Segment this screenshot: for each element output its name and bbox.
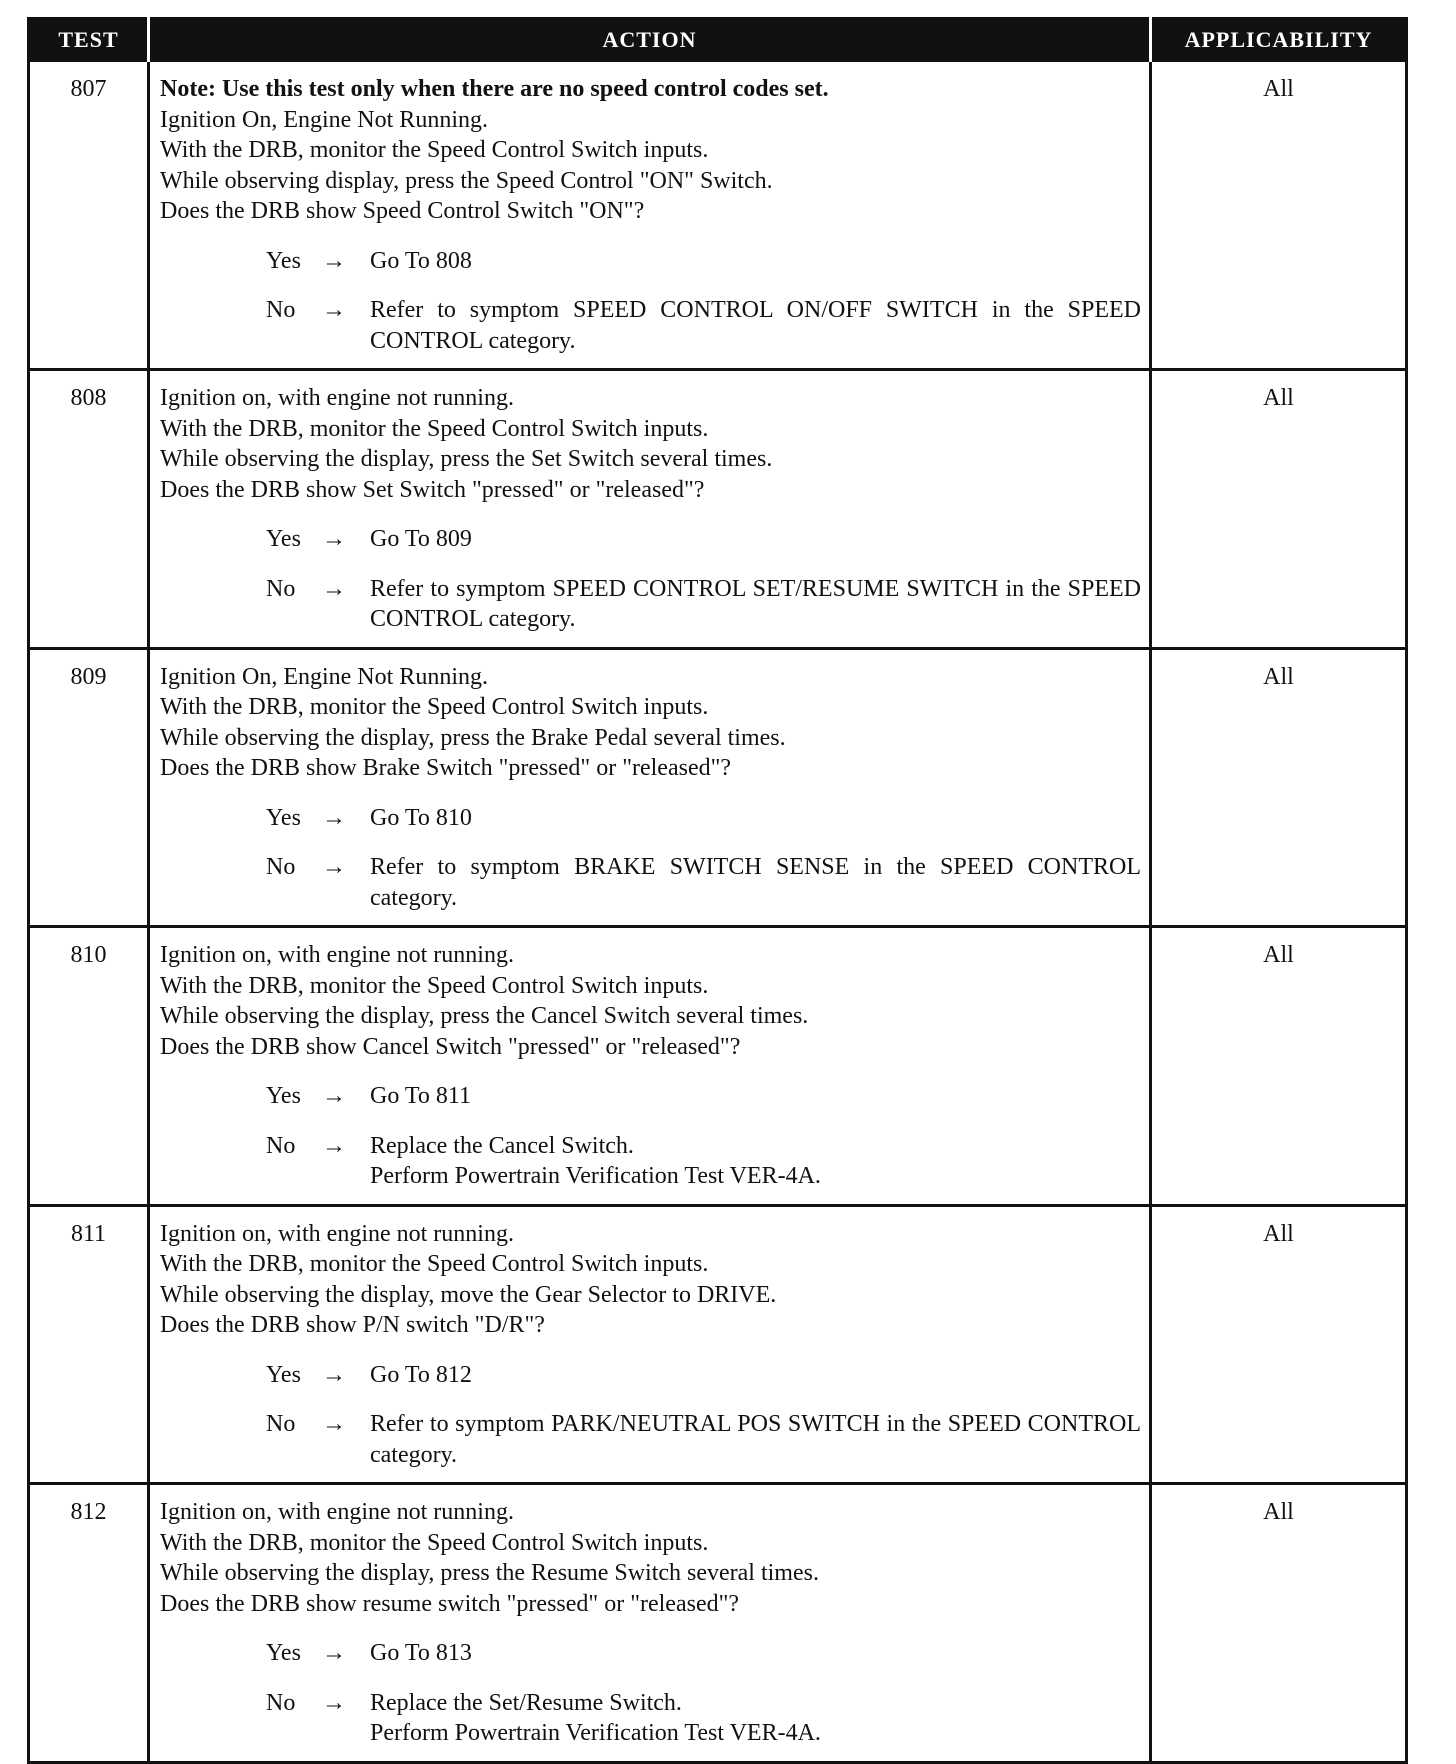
instruction-line: Ignition on, with engine not running. — [160, 942, 514, 968]
no-result-line: Replace the Cancel Switch. — [370, 1132, 634, 1159]
table-header-row — [29, 19, 1407, 62]
no-branch — [160, 574, 1141, 635]
applicability-value: All — [1151, 370, 1407, 649]
no-result-line: Refer to symptom SPEED CONTROL ON/OFF SWITCH in the SPEED CONTROL category. — [370, 297, 1141, 354]
column-header-applicability: APPLICABILITY — [1151, 19, 1407, 62]
instruction-line: While observing the display, press the Set Switch several times. — [160, 446, 773, 472]
instruction-line: Does the DRB show Brake Switch "pressed" or "released"? — [160, 755, 732, 781]
no-result — [370, 1131, 1141, 1192]
table-body — [29, 61, 1407, 1762]
applicability-value: All — [1151, 927, 1407, 1206]
yes-branch — [160, 1638, 1141, 1669]
table-row — [29, 648, 1407, 927]
table-row — [29, 61, 1407, 370]
no-result — [370, 1688, 1141, 1749]
column-header-action: ACTION — [149, 19, 1151, 62]
instruction-line: With the DRB, monitor the Speed Control Switch inputs. — [160, 415, 709, 442]
no-branch — [160, 1131, 1141, 1192]
yes-branch — [160, 524, 1141, 555]
test-number: 807 — [29, 61, 149, 370]
action-cell — [149, 927, 1151, 1206]
yes-label: Yes — [266, 1083, 301, 1109]
no-label: No — [266, 1411, 296, 1437]
applicability-value: All — [1151, 648, 1407, 927]
instruction-line: Ignition on, with engine not running. — [160, 1499, 514, 1525]
arrow-icon: → — [322, 1689, 346, 1716]
action-cell — [149, 1484, 1151, 1763]
instruction-line: With the DRB, monitor the Speed Control Switch inputs. — [160, 137, 709, 163]
yes-result: Go To 808 — [370, 247, 472, 274]
arrow-icon: → — [322, 1132, 346, 1159]
test-number: 809 — [29, 648, 149, 927]
arrow-icon: → — [322, 1640, 346, 1666]
action-instructions — [160, 1219, 1141, 1341]
instruction-line: With the DRB, monitor the Speed Control Switch inputs. — [160, 972, 709, 999]
table-row — [29, 927, 1407, 1206]
instruction-line: While observing display, press the Speed Control "ON" Switch. — [160, 167, 773, 194]
arrow-icon: → — [322, 526, 346, 552]
no-branch — [160, 1688, 1141, 1749]
yes-label: Yes — [266, 1361, 301, 1388]
arrow-icon: → — [322, 297, 346, 323]
arrow-icon: → — [322, 804, 346, 831]
action-cell — [149, 61, 1151, 370]
yes-label: Yes — [266, 247, 301, 274]
instruction-line: Ignition On, Engine Not Running. — [160, 106, 488, 133]
instruction-line: With the DRB, monitor the Speed Control Switch inputs. — [160, 1529, 709, 1556]
test-number: 810 — [29, 927, 149, 1206]
instruction-line: Does the DRB show resume switch "pressed" or "released"? — [160, 1590, 740, 1617]
instruction-line: Ignition On, Engine Not Running. — [160, 663, 488, 690]
instruction-line: While observing the display, move the Gear Selector to DRIVE. — [160, 1281, 777, 1308]
table-row — [29, 370, 1407, 649]
no-result — [370, 1409, 1141, 1470]
action-instructions — [160, 1497, 1141, 1619]
yes-result: Go To 810 — [370, 804, 472, 831]
no-result — [370, 295, 1141, 356]
no-label: No — [266, 1689, 296, 1716]
no-label: No — [266, 297, 296, 323]
no-result-line: Perform Powertrain Verification Test VER-4A. — [370, 1720, 821, 1746]
instruction-line: While observing the display, press the Resume Switch several times. — [160, 1560, 819, 1586]
no-label: No — [266, 854, 296, 880]
instruction-line: Ignition on, with engine not running. — [160, 385, 514, 411]
yes-branch — [160, 1081, 1141, 1112]
no-branch — [160, 1409, 1141, 1470]
no-result — [370, 852, 1141, 913]
action-cell — [149, 1205, 1151, 1484]
test-number: 811 — [29, 1205, 149, 1484]
arrow-icon: → — [322, 1411, 346, 1437]
instruction-line: While observing the display, press the Cancel Switch several times. — [160, 1003, 809, 1029]
no-label: No — [266, 575, 296, 602]
note-text: Note: Use this test only when there are no speed control codes set. — [160, 76, 829, 102]
arrow-icon: → — [322, 1083, 346, 1109]
yes-result: Go To 811 — [370, 1083, 471, 1109]
yes-result: Go To 812 — [370, 1361, 472, 1388]
table-row — [29, 1205, 1407, 1484]
action-cell — [149, 648, 1151, 927]
yes-label: Yes — [266, 804, 301, 831]
arrow-icon: → — [322, 247, 346, 274]
yes-result: Go To 809 — [370, 526, 472, 552]
no-label: No — [266, 1132, 296, 1159]
instruction-line: Does the DRB show P/N switch "D/R"? — [160, 1312, 545, 1338]
instruction-line: Does the DRB show Cancel Switch "pressed" or "released"? — [160, 1033, 741, 1060]
diagnostic-test-table — [27, 17, 1408, 1764]
applicability-value: All — [1151, 1205, 1407, 1484]
instruction-line: Does the DRB show Speed Control Switch "ON"? — [160, 198, 645, 224]
action-instructions — [160, 74, 1141, 227]
instruction-line: With the DRB, monitor the Speed Control Switch inputs. — [160, 1251, 709, 1277]
test-number: 812 — [29, 1484, 149, 1763]
action-instructions — [160, 383, 1141, 505]
arrow-icon: → — [322, 1361, 346, 1388]
yes-label: Yes — [266, 526, 301, 552]
yes-branch — [160, 803, 1141, 834]
no-result — [370, 574, 1141, 635]
arrow-icon: → — [322, 575, 346, 602]
no-branch — [160, 295, 1141, 356]
instruction-line: Does the DRB show Set Switch "pressed" or "released"? — [160, 476, 705, 503]
arrow-icon: → — [322, 854, 346, 880]
yes-label: Yes — [266, 1640, 301, 1666]
column-header-test: TEST — [29, 19, 149, 62]
yes-branch — [160, 1360, 1141, 1391]
action-cell — [149, 370, 1151, 649]
applicability-value: All — [1151, 1484, 1407, 1763]
instruction-line: While observing the display, press the Brake Pedal several times. — [160, 724, 786, 751]
action-instructions — [160, 662, 1141, 784]
no-branch — [160, 852, 1141, 913]
no-result-line: Refer to symptom PARK/NEUTRAL POS SWITCH in the SPEED CONTROL category. — [370, 1411, 1141, 1468]
test-number: 808 — [29, 370, 149, 649]
applicability-value: All — [1151, 61, 1407, 370]
instruction-line: Ignition on, with engine not running. — [160, 1220, 514, 1247]
action-instructions — [160, 940, 1141, 1062]
no-result-line: Refer to symptom BRAKE SWITCH SENSE in the SPEED CONTROL category. — [370, 854, 1141, 911]
no-result-line: Refer to symptom SPEED CONTROL SET/RESUME SWITCH in the SPEED CONTROL category. — [370, 575, 1141, 632]
table-row — [29, 1484, 1407, 1763]
yes-result: Go To 813 — [370, 1640, 472, 1666]
instruction-line: With the DRB, monitor the Speed Control Switch inputs. — [160, 694, 709, 720]
no-result-line: Replace the Set/Resume Switch. — [370, 1689, 682, 1716]
yes-branch — [160, 246, 1141, 277]
no-result-line: Perform Powertrain Verification Test VER-4A. — [370, 1163, 821, 1189]
